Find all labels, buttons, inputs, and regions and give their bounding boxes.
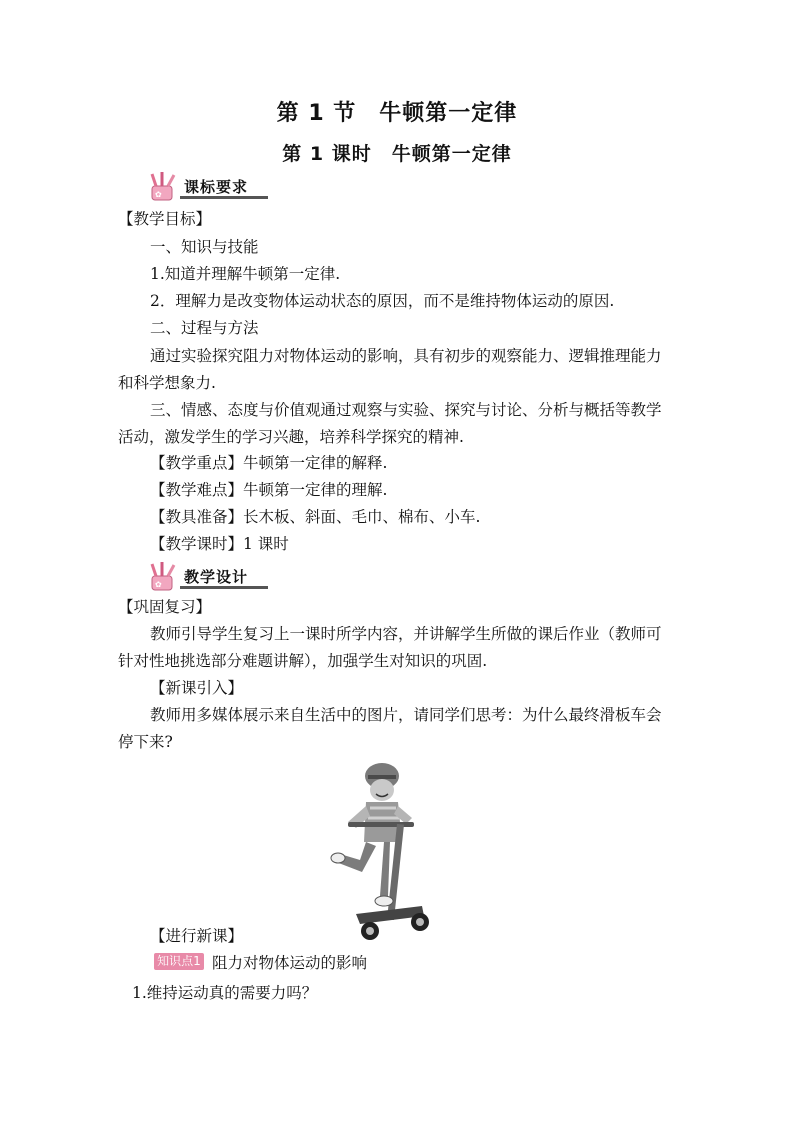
badge-underline bbox=[180, 586, 268, 589]
review-paragraph-line-1: 教师引导学生复习上一课时所学内容，并讲解学生所做的课后作业（教师可 bbox=[150, 625, 662, 643]
intro-paragraph-line-2: 停下来? bbox=[118, 733, 173, 751]
emotion-paragraph-line-1: 三、情感、态度与价值观通过观察与实验、探究与讨论、分析与概括等教学 bbox=[150, 401, 662, 419]
page-subtitle: 第 1 课时 牛顿第一定律 bbox=[282, 143, 512, 165]
section-badge-label: 教学设计 bbox=[184, 568, 249, 586]
intro-paragraph-line-1: 教师用多媒体展示来自生活中的图片，请同学们思考：为什么最终滑板车会 bbox=[150, 706, 662, 724]
section-badge-standards bbox=[146, 172, 276, 202]
svg-text:✿: ✿ bbox=[155, 190, 162, 199]
knowledge-point-title: 阻力对物体运动的影响 bbox=[212, 954, 368, 972]
knowledge-skill-heading: 一、知识与技能 bbox=[150, 238, 259, 256]
child-on-scooter-image bbox=[326, 756, 438, 946]
teaching-goal-header: 【教学目标】 bbox=[118, 210, 212, 228]
badge-underline bbox=[180, 196, 268, 199]
pencil-cup-icon bbox=[146, 562, 182, 592]
process-method-heading: 二、过程与方法 bbox=[150, 319, 259, 337]
new-lesson-header: 【进行新课】 bbox=[150, 927, 244, 945]
goal-item-1: 1.知道并理解牛顿第一定律. bbox=[150, 265, 341, 283]
review-header: 【巩固复习】 bbox=[118, 598, 212, 616]
svg-text:✿: ✿ bbox=[155, 580, 162, 589]
knowledge-point-tag: 知识点1 bbox=[154, 953, 204, 970]
hours-line: 【教学课时】1 课时 bbox=[150, 535, 289, 553]
emotion-paragraph-line-2: 活动，激发学生的学习兴趣，培养科学探究的精神. bbox=[118, 428, 464, 446]
key-point-line: 【教学重点】牛顿第一定律的解释. bbox=[150, 454, 388, 472]
process-paragraph-line-1: 通过实验探究阻力对物体运动的影响，具有初步的观察能力、逻辑推理能力 bbox=[150, 347, 662, 365]
goal-item-2: 2．理解力是改变物体运动状态的原因，而不是维持物体运动的原因. bbox=[150, 292, 615, 310]
pencil-cup-icon bbox=[146, 172, 182, 202]
page-title: 第 1 节 牛顿第一定律 bbox=[276, 101, 518, 126]
question-1: 1.维持运动真的需要力吗？ bbox=[132, 984, 318, 1002]
intro-header: 【新课引入】 bbox=[150, 679, 244, 697]
difficulty-line: 【教学难点】牛顿第一定律的理解. bbox=[150, 481, 388, 499]
section-badge-design bbox=[146, 562, 276, 592]
review-paragraph-line-2: 针对性地挑选部分难题讲解），加强学生对知识的巩固. bbox=[118, 652, 488, 670]
process-paragraph-line-2: 和科学想象力. bbox=[118, 374, 216, 392]
section-badge-label: 课标要求 bbox=[184, 178, 249, 196]
tools-line: 【教具准备】长木板、斜面、毛巾、棉布、小车. bbox=[150, 508, 481, 526]
